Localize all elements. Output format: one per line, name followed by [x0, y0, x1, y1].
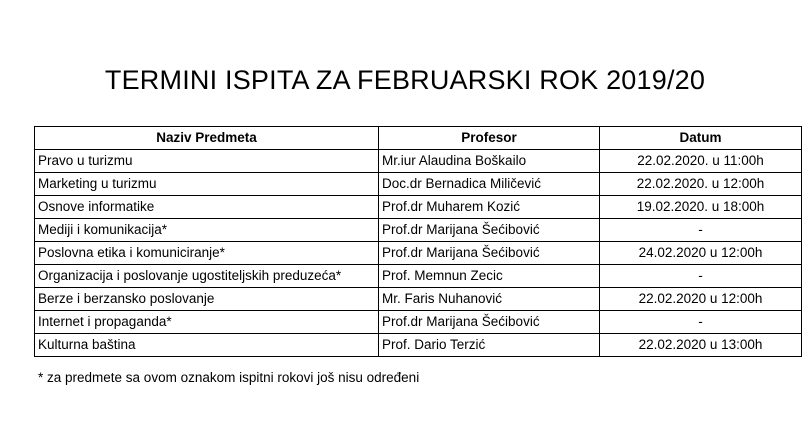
subject-cell: Kulturna baština	[35, 334, 379, 357]
professor-cell: Prof. Dario Terzić	[379, 334, 600, 357]
professor-cell: Prof.dr Marijana Šećibović	[379, 311, 600, 334]
professor-cell: Prof.dr Marijana Šećibović	[379, 219, 600, 242]
date-cell: 24.02.2020 u 12:00h	[600, 242, 802, 265]
table-row	[35, 242, 802, 265]
subject-cell: Pravo u turizmu	[35, 150, 379, 173]
page-title: TERMINI ISPITA ZA FEBRUARSKI ROK 2019/20	[104, 65, 706, 95]
date-cell: 22.02.2020. u 11:00h	[600, 150, 802, 173]
subject-cell: Organizacija i poslovanje ugostiteljskih preduzeća*	[35, 265, 379, 288]
table-row	[35, 334, 802, 357]
subject-cell: Osnove informatike	[35, 196, 379, 219]
subject-cell: Mediji i komunikacija*	[35, 219, 379, 242]
exam-schedule-table	[34, 126, 802, 357]
professor-cell: Prof. Memnun Zecic	[379, 265, 600, 288]
date-cell: 22.02.2020 u 12:00h	[600, 288, 802, 311]
table-row	[35, 311, 802, 334]
professor-cell: Prof.dr Muharem Kozić	[379, 196, 600, 219]
professor-cell: Prof.dr Marijana Šećibović	[379, 242, 600, 265]
date-cell: 19.02.2020. u 18:00h	[600, 196, 802, 219]
date-cell: 22.02.2020. u 12:00h	[600, 173, 802, 196]
footnote: * za predmete sa ovom oznakom ispitni rokovi još nisu određeni	[38, 370, 420, 385]
table-header-row	[35, 127, 802, 150]
date-cell: -	[600, 311, 802, 334]
date-cell: -	[600, 219, 802, 242]
subject-cell: Marketing u turizmu	[35, 173, 379, 196]
table-row	[35, 219, 802, 242]
professor-cell: Doc.dr Bernadica Miličević	[379, 173, 600, 196]
table-row	[35, 265, 802, 288]
professor-cell: Mr. Faris Nuhanović	[379, 288, 600, 311]
subject-cell: Poslovna etika i komuniciranje*	[35, 242, 379, 265]
subject-cell: Berze i berzansko poslovanje	[35, 288, 379, 311]
professor-cell: Mr.iur Alaudina Boškailo	[379, 150, 600, 173]
header-professor: Profesor	[379, 127, 600, 150]
table-row	[35, 196, 802, 219]
subject-cell: Internet i propaganda*	[35, 311, 379, 334]
table-row	[35, 288, 802, 311]
date-cell: 22.02.2020 u 13:00h	[600, 334, 802, 357]
header-subject: Naziv Predmeta	[35, 127, 379, 150]
header-date: Datum	[600, 127, 802, 150]
table-row	[35, 173, 802, 196]
date-cell: -	[600, 265, 802, 288]
table-row	[35, 150, 802, 173]
